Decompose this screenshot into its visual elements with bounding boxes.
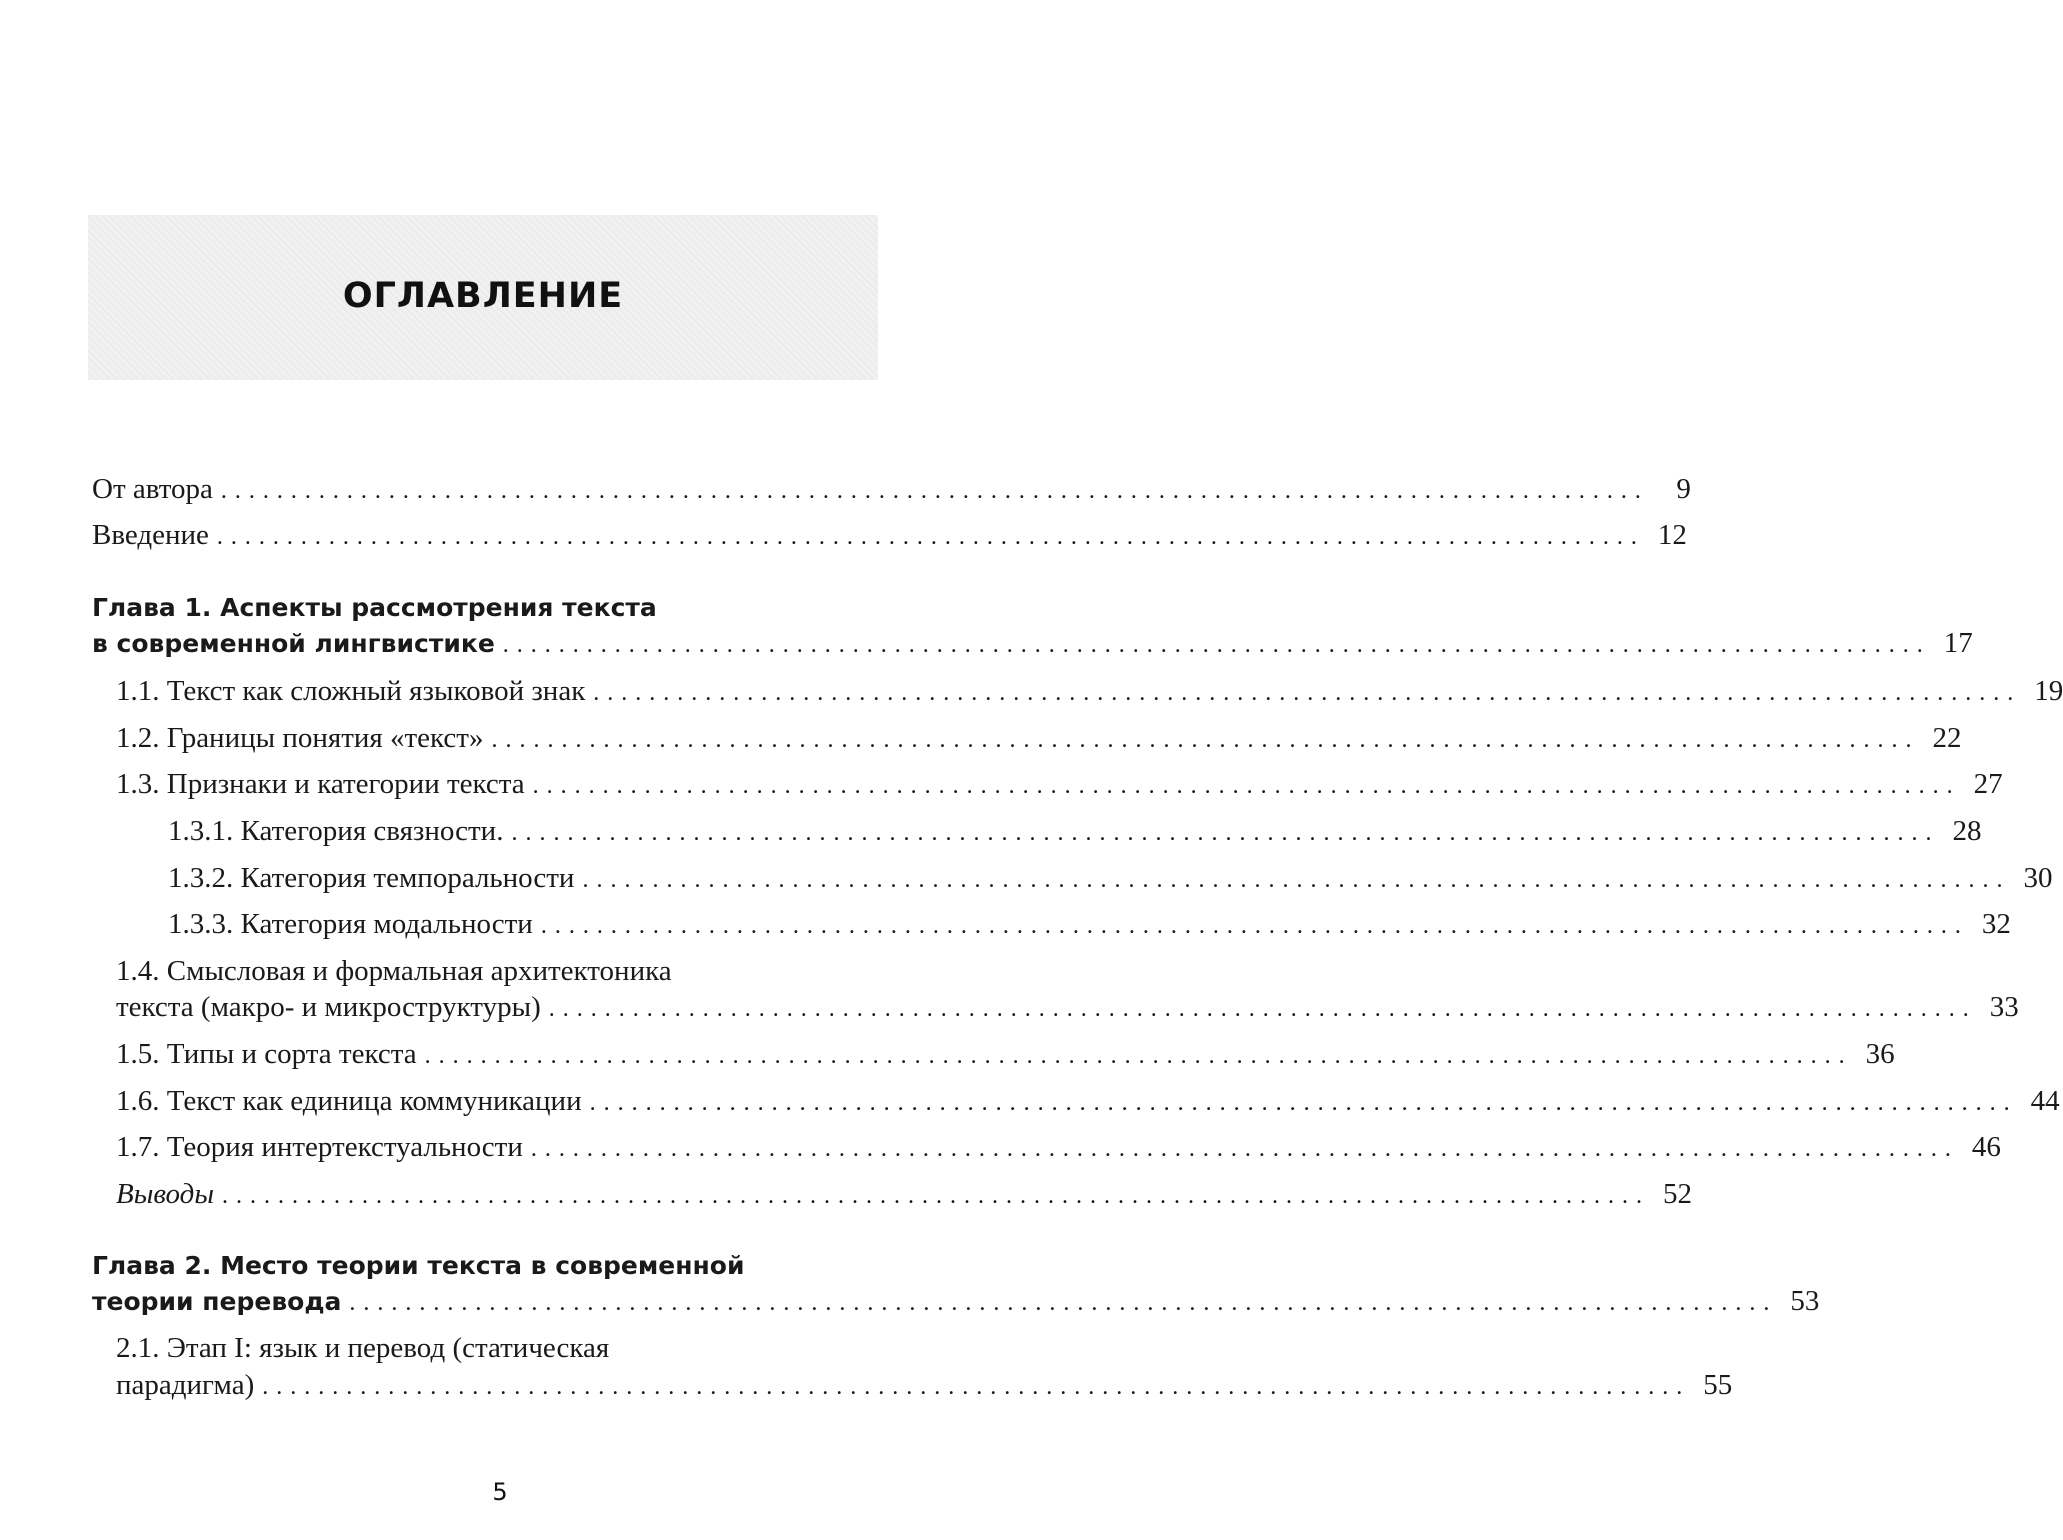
toc-section-1-6[interactable]: 1.6. Текст как единица коммуникации ...................................................................................................... 44	[116, 1085, 2060, 1117]
toc-chapter-2[interactable]: теории перевода ...................................................................................................... 53	[92, 1285, 1820, 1317]
toc-section-2-1[interactable]: парадигма) ...................................................................................................... 55	[116, 1369, 1733, 1401]
page-title: ОГЛАВЛЕНИЕ	[342, 276, 624, 316]
toc-chapter-2-title-line[interactable]: Глава 2. Место теории текста в современной	[92, 1251, 745, 1280]
toc-section-1-1[interactable]: 1.1. Текст как сложный языковой знак ...................................................................................................... 19	[116, 675, 2063, 707]
leader-dots: ......................................................................................................	[589, 1090, 2018, 1116]
leader-dots: ......................................................................................................	[548, 996, 1977, 1022]
leader-dots: ......................................................................................................	[220, 478, 1649, 504]
toc-entry-from-author[interactable]: От автора ...................................................................................................... 9	[92, 473, 1691, 505]
leader-dots: ......................................................................................................	[582, 867, 2011, 893]
leader-dots: ......................................................................................................	[502, 632, 1931, 658]
toc-chapter-1-title-line[interactable]: Глава 1. Аспекты рассмотрения текста	[92, 593, 657, 622]
toc-chapter-1[interactable]: в современной лингвистике ...................................................................................................... 17	[92, 627, 1973, 659]
leader-dots: ......................................................................................................	[424, 1043, 1853, 1069]
toc-section-1-7[interactable]: 1.7. Теория интертекстуальности ...................................................................................................... 46	[116, 1131, 2001, 1163]
leader-dots: ......................................................................................................	[593, 680, 2022, 706]
toc-section-1-3-1[interactable]: 1.3.1. Категория связности. ...................................................................................................... 28	[168, 815, 1982, 847]
toc-section-2-1-title-line[interactable]: 2.1. Этап I: язык и перевод (статическая	[116, 1332, 610, 1364]
toc-conclusions[interactable]: Выводы ...................................................................................................... 52	[116, 1178, 1692, 1210]
toc-section-1-3-3[interactable]: 1.3.3. Категория модальности ...................................................................................................... 32	[168, 908, 2011, 940]
toc-section-1-4-title-line[interactable]: 1.4. Смысловая и формальная архитектоника	[116, 955, 672, 987]
leader-dots: ......................................................................................................	[540, 913, 1969, 939]
leader-dots: ......................................................................................................	[511, 820, 1940, 846]
leader-dots: ......................................................................................................	[530, 1136, 1959, 1162]
toc-section-1-2[interactable]: 1.2. Границы понятия «текст» ...................................................................................................... 22	[116, 722, 1962, 754]
leader-dots: ......................................................................................................	[262, 1374, 1691, 1400]
toc-section-1-4[interactable]: текста (макро- и микроструктуры) ...................................................................................................... 33	[116, 991, 2019, 1023]
leader-dots: ......................................................................................................	[216, 524, 1645, 550]
toc-entry-introduction[interactable]: Введение ...................................................................................................... 12	[92, 519, 1687, 551]
leader-dots: ......................................................................................................	[532, 773, 1961, 799]
page-number: 5	[492, 1478, 508, 1506]
leader-dots: ......................................................................................................	[491, 727, 1920, 753]
toc-section-1-5[interactable]: 1.5. Типы и сорта текста ...................................................................................................... 36	[116, 1038, 1895, 1070]
toc-section-1-3[interactable]: 1.3. Признаки и категории текста ...................................................................................................... 27	[116, 768, 2003, 800]
leader-dots: ......................................................................................................	[222, 1183, 1650, 1209]
toc-section-1-3-2[interactable]: 1.3.2. Категория темпоральности ...................................................................................................... 30	[168, 862, 2053, 894]
leader-dots: ......................................................................................................	[349, 1290, 1778, 1316]
